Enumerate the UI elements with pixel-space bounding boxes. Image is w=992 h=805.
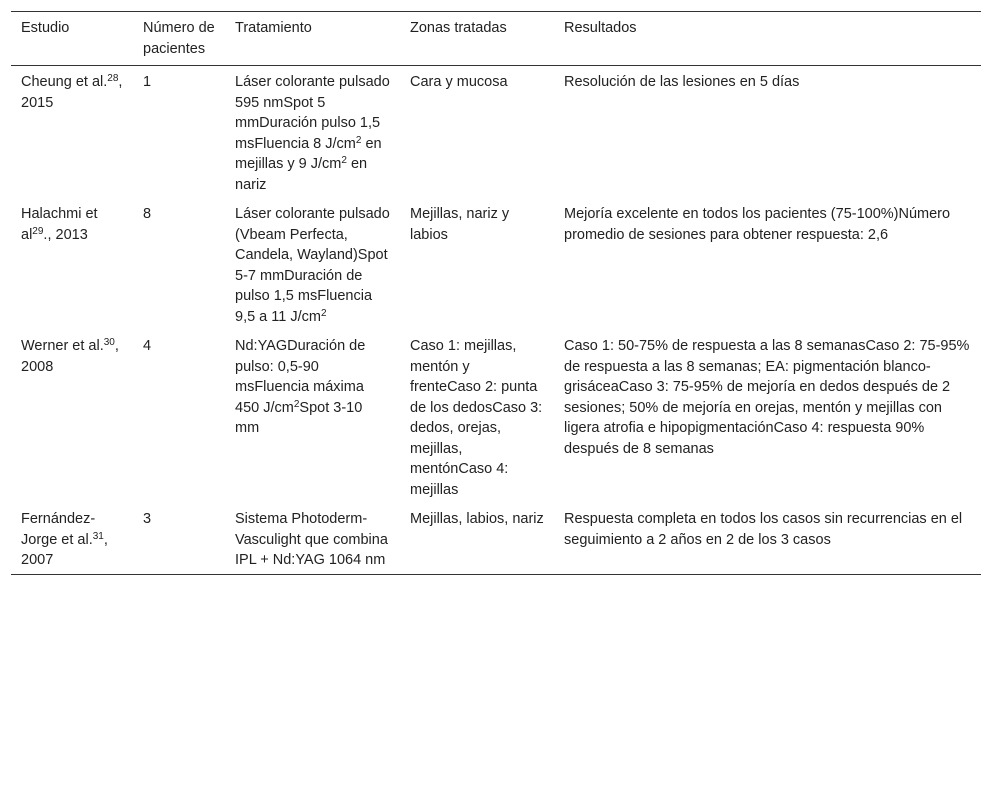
study-name: Cheung et al.	[21, 74, 108, 90]
study-year: , 2015	[21, 74, 123, 111]
results-cell: Caso 1: 50-75% de respuesta a las 8 semanasCaso 2: 75-95% de respuesta a las 8 semanas; EA: pigmentación blanco-grisáceaCaso 3: 75-95% de mejoría en dedos después de 2 sesiones; 50% de mejoría en orejas, mentón y mejillas con ligera atrofia e hipopigmentaciónCaso 4: respuesta 90% después de 8 semanas	[564, 338, 970, 457]
treatment-text: Sistema Photoderm-Vasculight que combina IPL + Nd:YAG 1064 nm	[235, 511, 388, 568]
patients-cell: 8	[143, 206, 152, 222]
header-treatment: Tratamiento	[235, 20, 312, 36]
study-cell	[11, 330, 133, 503]
header-zones: Zonas tratadas	[410, 20, 507, 36]
treatment-sup: 2	[341, 155, 347, 166]
study-cell	[11, 66, 133, 199]
study-ref: 29	[32, 225, 44, 237]
study-name: Werner et al.	[21, 338, 104, 354]
treatment-text: en mejillas y 9 J/cm	[235, 135, 382, 172]
header-patients: Número de pacientes	[143, 20, 215, 57]
treatment-text: en nariz	[235, 156, 368, 193]
table-row	[11, 198, 981, 330]
study-name: Fernández-Jorge et al.	[21, 511, 96, 548]
results-cell: Mejoría excelente en todos los pacientes (75-100%)Número promedio de sesiones para obtener respuesta: 2,6	[564, 206, 951, 243]
treatment-cell	[225, 503, 400, 574]
study-cell	[11, 503, 133, 574]
study-name: Halachmi et al	[21, 206, 98, 243]
header-row	[11, 12, 981, 66]
zones-cell: Mejillas, nariz y labios	[410, 206, 510, 243]
zones-cell: Caso 1: mejillas, mentón y frenteCaso 2: punta de los dedosCaso 3: dedos, orejas, mejillas, mentónCaso 4: mejillas	[410, 338, 543, 498]
treatment-sup: 2	[293, 398, 300, 410]
patients-cell: 3	[143, 511, 152, 527]
study-cell	[11, 198, 133, 330]
patients-cell: 4	[143, 338, 152, 354]
study-ref: 31	[92, 530, 104, 542]
studies-table	[11, 11, 981, 575]
table-row	[11, 330, 981, 503]
zones-cell: Cara y mucosa	[410, 74, 508, 90]
results-cell: Respuesta completa en todos los casos sin recurrencias en el seguimiento a 2 años en 2 de los 3 casos	[564, 511, 963, 548]
treatment-text: Spot 3-10 mm	[235, 399, 363, 436]
treatment-text: Nd:YAGDuración de pulso: 0,5-90 msFluencia máxima 450 J/cm	[235, 338, 366, 416]
treatment-cell	[225, 330, 400, 503]
patients-cell: 1	[143, 74, 152, 90]
study-year: , 2008	[21, 338, 119, 375]
study-year: , 2007	[21, 531, 108, 568]
zones-cell: Mejillas, labios, nariz	[410, 511, 544, 527]
header-results: Resultados	[564, 20, 637, 36]
treatment-text: Láser colorante pulsado (Vbeam Perfecta, Candela, Wayland)Spot 5-7 mmDuración de pulso 1,5 msFluencia 9,5 a 11 J/cm	[235, 206, 390, 325]
study-ref: 30	[103, 337, 115, 348]
table-row	[11, 66, 981, 199]
table-row	[11, 503, 981, 574]
header-study: Estudio	[21, 20, 70, 36]
treatment-cell	[225, 66, 400, 199]
treatment-text: Láser colorante pulsado 595 nmSpot 5 mmDuración pulso 1,5 msFluencia 8 J/cm	[235, 74, 390, 152]
study-year: ., 2013	[43, 226, 88, 243]
treatment-cell	[225, 198, 400, 330]
treatment-sup: 2	[320, 307, 327, 319]
treatment-sup: 2	[355, 134, 362, 146]
study-ref: 28	[107, 73, 119, 84]
results-cell: Resolución de las lesiones en 5 días	[564, 74, 800, 90]
